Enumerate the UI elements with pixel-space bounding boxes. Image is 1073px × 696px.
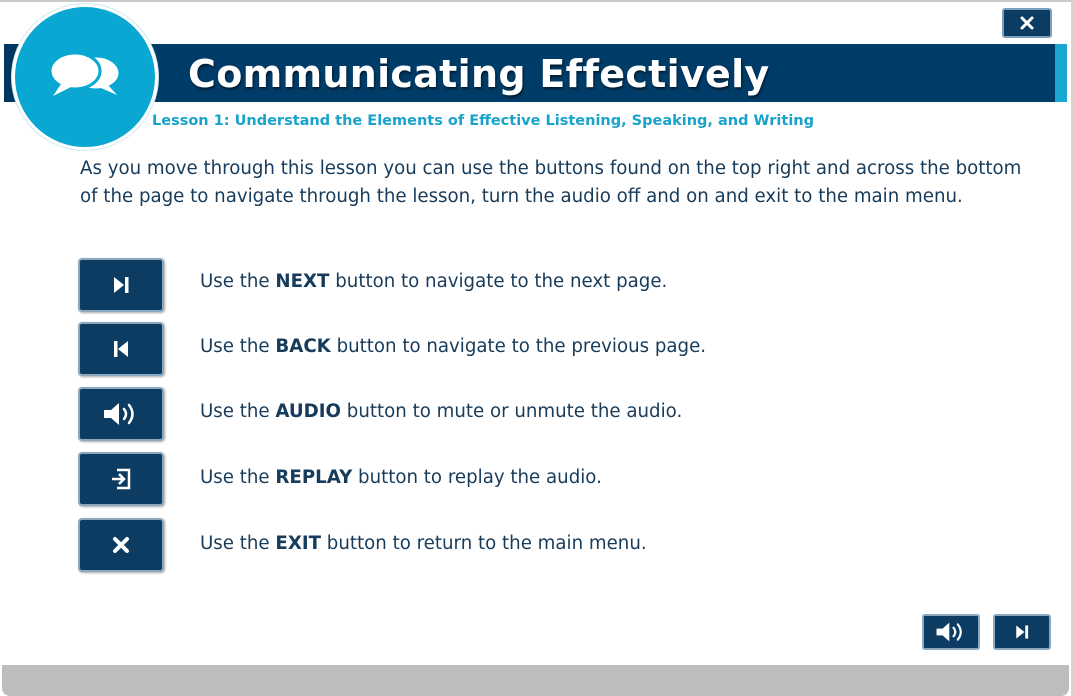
exit-description: Use the EXIT button to return to the main menu.	[200, 533, 647, 554]
next-icon	[110, 274, 132, 296]
lesson-subtitle: Lesson 1: Understand the Elements of Effective Listening, Speaking, and Writing	[152, 113, 814, 129]
replay-icon	[108, 467, 134, 491]
close-icon	[1020, 16, 1034, 30]
page-title: Communicating Effectively	[188, 52, 770, 96]
logo-circle	[12, 4, 158, 150]
back-description: Use the BACK button to navigate to the previous page.	[200, 336, 707, 357]
intro-paragraph: As you move through this lesson you can use the buttons found on the top right and across the bottom of the page to navigate through the lesson, turn the audio off and on and exit to the main menu.	[80, 158, 1022, 207]
replay-button-sample[interactable]	[78, 452, 164, 506]
banner-right-accent	[1055, 44, 1067, 102]
audio-icon	[934, 620, 968, 644]
next-button-sample[interactable]	[78, 258, 164, 312]
next-icon	[1013, 623, 1031, 641]
replay-description: Use the REPLAY button to replay the audio.	[200, 467, 602, 488]
audio-description: Use the AUDIO button to mute or unmute the audio.	[200, 401, 683, 422]
exit-button-sample[interactable]	[78, 518, 164, 572]
top-exit-button[interactable]	[1002, 8, 1052, 38]
next-button[interactable]	[993, 614, 1051, 650]
footer-bar	[2, 665, 1069, 696]
audio-icon	[101, 400, 141, 428]
chat-bubbles-icon	[45, 49, 125, 105]
close-icon	[111, 535, 131, 555]
next-description: Use the NEXT button to navigate to the next page.	[200, 271, 668, 292]
back-icon	[110, 338, 132, 360]
audio-button-sample[interactable]	[78, 387, 164, 441]
back-button-sample[interactable]	[78, 322, 164, 376]
audio-toggle-button[interactable]	[922, 614, 980, 650]
